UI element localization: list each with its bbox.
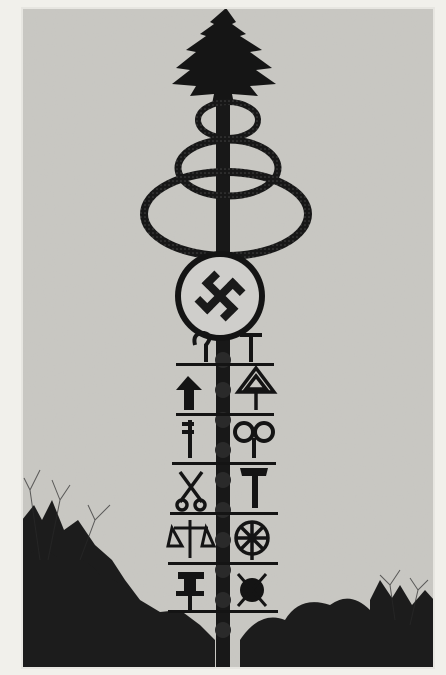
ball-tools-sign [238,574,266,606]
emblem-disc [178,254,262,338]
